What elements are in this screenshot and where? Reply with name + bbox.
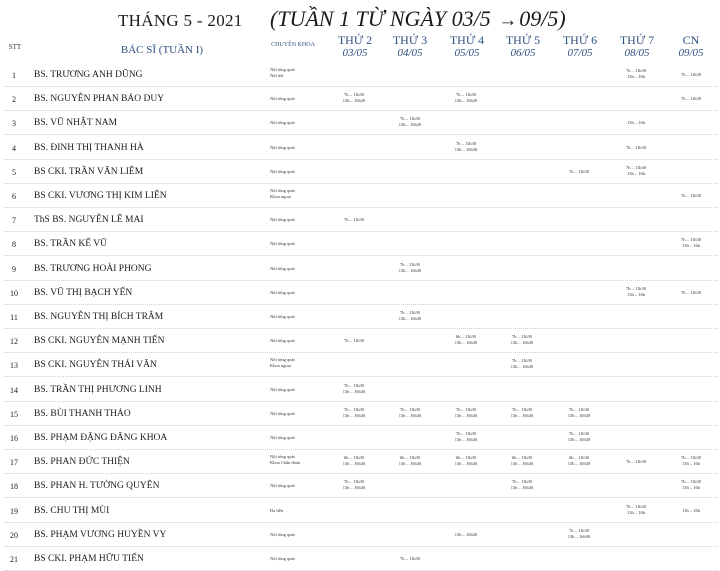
schedule-cell: 7h – 11h30 13h – 16h30: [342, 479, 366, 491]
schedule-cell: 7h – 11h30: [680, 96, 702, 102]
doctor-specialty: Nội tổng quát: [270, 531, 295, 537]
table-row: [0, 304, 720, 329]
doctor-specialty: Nội tổng quát: [270, 217, 295, 223]
table-row: [0, 377, 720, 402]
doctor-specialty: Nội tổng quát: [270, 314, 295, 319]
header-day-date: 04/05: [397, 47, 423, 60]
table-row: [0, 183, 720, 208]
doctor-name: BS. TRƯƠNG ANH DŨNG: [34, 70, 143, 80]
doctor-name: BS CKI. PHẠM HỮU TIẾN: [34, 554, 144, 564]
schedule-cell: 7h – 11h30 13h – 16h: [625, 503, 647, 515]
row-number: 14: [10, 385, 18, 395]
row-number: 13: [10, 361, 18, 371]
row-number: 9: [12, 264, 16, 274]
row-number: 8: [12, 240, 16, 250]
schedule-cell: 7h – 11h30: [343, 217, 365, 223]
doctor-specialty: Nội tổng quát: [270, 289, 295, 295]
schedule-cell: 7h – 11h30 13h – 16h: [625, 164, 647, 176]
row-number: 1: [12, 71, 16, 80]
doctor-name: BS. PHAN H. TƯỜNG QUYÊN: [34, 481, 160, 492]
header-day-date: 08/05: [624, 47, 650, 60]
doctor-specialty: Nội tổng quát: [270, 410, 295, 416]
doctor-specialty: Nội tổng quát: [270, 241, 295, 247]
arrow-right-icon: →: [498, 10, 518, 31]
doctor-specialty: Da liễu: [270, 507, 284, 513]
table-row: [0, 546, 720, 571]
doctor-name: BS. TRẦN KẾ VŨ: [34, 239, 108, 250]
title-week-start: (TUẦN 1 TỪ NGÀY 03/5: [270, 6, 491, 31]
schedule-cell: 7h – 11h30: [625, 459, 647, 465]
doctor-specialty: Nội tổng quát: [270, 120, 295, 126]
table-row: [0, 159, 720, 184]
title-week-range: [270, 6, 566, 32]
table-row: [0, 498, 720, 523]
schedule-cell: 7h – 11h30: [625, 144, 647, 150]
row-number: 15: [10, 409, 18, 419]
table-row: [0, 207, 720, 232]
row-number: 3: [12, 119, 16, 129]
table-row: [0, 135, 720, 160]
schedule-cell: 7h – 11h30 13h – 16h30: [567, 431, 591, 443]
row-number: 12: [10, 337, 18, 347]
doctor-specialty: Nội tổng quát Khoa ngoại: [270, 357, 295, 369]
header-day-name: THỨ 7: [619, 33, 655, 47]
row-number: 16: [10, 434, 18, 443]
doctor-specialty: Nội tổng quát Khoa Chẩn đoán: [270, 454, 301, 465]
schedule-cell: 6h – 11h30 13h – 16h30: [342, 455, 366, 467]
table-row: [0, 352, 720, 377]
schedule-cell: 7h – 11h30: [680, 289, 702, 295]
schedule-cell: 7h – 11h30: [343, 338, 365, 344]
header-day-date: 05/05: [454, 47, 480, 60]
title-week-end: 09/5): [519, 6, 566, 31]
header-doctor: BÁC SĨ (TUẦN I): [120, 44, 204, 56]
doctor-name: ThS BS. NGUYỄN LÊ MAI: [34, 215, 144, 226]
header-day-date: 06/05: [510, 47, 536, 60]
doctor-name: BS. PHẠM ĐẶNG ĐĂNG KHOA: [34, 433, 168, 443]
doctor-name: BS CKI. TRẦN VĂN LIÊM: [34, 166, 144, 177]
row-number: 18: [10, 482, 18, 492]
doctor-name: BS. PHẠM VƯƠNG HUYỀN VY: [34, 529, 167, 540]
doctor-name: BS. TRẦN THỊ PHƯƠNG LINH: [34, 384, 162, 395]
header-day-name: THỨ 5: [505, 33, 541, 47]
doctor-name: BS CKI. NGUYỄN THÁI VĂN: [34, 360, 157, 371]
doctor-name: BS. CHU THỊ MÙI: [34, 505, 110, 516]
table-row: [0, 522, 720, 547]
schedule-cell: 7h – 11h30 13h – 16h: [680, 479, 702, 491]
schedule-cell: 7h – 11h30 13h – 16h30: [342, 382, 366, 394]
row-number: 2: [12, 95, 16, 105]
doctor-specialty: Nội tổng quát: [270, 556, 295, 561]
doctor-specialty: Nội tổng quát Khoa ngoại: [270, 188, 295, 199]
schedule-cell: 6h – 11h30 13h – 16h30: [454, 334, 478, 346]
doctor-name: BS CKI. VƯƠNG THỊ KIM LIÊN: [34, 191, 167, 201]
schedule-cell: 6h – 11h30 13h – 16h30: [454, 455, 478, 467]
doctor-name: BS. NGUYỄN PHAN BẢO DUY: [34, 94, 165, 105]
title-month: THÁNG 5 - 2021: [118, 11, 243, 30]
doctor-name: BS. VŨ THỊ BẠCH YẾN: [34, 287, 133, 298]
schedule-cell: 7h – 11h30 13h – 16h30: [510, 406, 534, 418]
doctor-name: BS CKI. NGUYỄN MẠNH TIẾN: [34, 336, 165, 347]
row-number: 5: [12, 167, 16, 177]
schedule-cell: 7h – 11h30 13h – 16h30: [454, 92, 478, 104]
schedule-cell: 7h – 11h30 13h – 16h30: [398, 310, 422, 322]
schedule-cell: 7h – 11h30 13h – 16h: [680, 455, 702, 467]
table-row: [0, 110, 720, 135]
header-day-date: 09/05: [678, 47, 704, 60]
doctor-name: BS. ĐINH THỊ THANH HÀ: [34, 142, 144, 153]
header-day-name: CN: [682, 33, 700, 47]
schedule-cell: 6h – 11h30 13h – 16h30: [567, 455, 591, 467]
row-number: 20: [10, 530, 18, 540]
row-number: 11: [10, 313, 18, 322]
schedule-cell: 7h – 11h30 13h – 16h30: [454, 140, 478, 152]
schedule-cell: 7h – 11h30 13h – 16h30: [510, 479, 534, 491]
doctor-specialty: Nội tổng quát: [270, 386, 295, 392]
header-day-name: THỨ 2: [337, 33, 373, 47]
row-number: 7: [12, 216, 16, 226]
header-stt: STT: [8, 43, 22, 51]
table-row: [0, 256, 720, 281]
header-day-name: THỨ 6: [562, 33, 598, 47]
row-number: 10: [10, 288, 18, 298]
row-number: 19: [10, 506, 18, 516]
schedule-cell: 13h – 16h: [682, 507, 700, 513]
header-specialty: CHUYÊN KHOA: [271, 42, 315, 48]
doctor-name: BS. NGUYỄN THỊ BÍCH TRÂM: [34, 312, 164, 322]
schedule-cell: 13h – 16h30: [454, 531, 478, 537]
schedule-cell: 7h – 11h30: [568, 168, 590, 174]
doctor-name: BS. VŨ NHẬT NAM: [34, 118, 118, 129]
schedule-cell: 7h – 11h30 13h – 16h30: [398, 116, 422, 128]
doctor-specialty: Nội tổng quát: [270, 435, 295, 440]
table-row: [0, 473, 720, 498]
table-row: [0, 62, 720, 87]
doctor-name: BS. TRƯƠNG HOÀI PHONG: [34, 263, 152, 274]
table-row: [0, 425, 720, 450]
table-row: [0, 401, 720, 426]
schedule-cell: 7h – 11h30 13h – 16h30: [398, 261, 422, 273]
schedule-cell: 7h – 11h30 13h – 16h30: [567, 406, 591, 418]
schedule-cell: 7h – 11h30 13h – 16h30: [342, 406, 366, 418]
table-row: [0, 328, 720, 353]
table-row: [0, 86, 720, 111]
doctor-specialty: Nội tổng quát: [270, 338, 295, 344]
schedule-cell: 7h – 11h30 13h – 16h30: [567, 527, 591, 539]
schedule-cell: 7h – 11h30 13h – 16h30: [510, 334, 534, 346]
table-row: [0, 231, 720, 256]
schedule-cell: 7h – 11h30 13h – 16h30: [398, 406, 422, 418]
table-row: [0, 449, 720, 474]
schedule-cell: 7h – 11h30: [680, 72, 702, 77]
header-day-date: 07/05: [567, 47, 593, 60]
doctor-specialty: Nội tổng quát: [270, 168, 295, 174]
schedule-cell: 7h – 11h30 13h – 16h30: [342, 92, 366, 104]
header-day-date: 03/05: [342, 47, 368, 60]
schedule-cell: 7h – 11h30 13h – 16h: [625, 285, 647, 297]
schedule-cell: 7h – 11h30 13h – 16h30: [454, 406, 478, 418]
doctor-specialty: Nội tổng quát: [270, 483, 295, 489]
schedule-cell: 7h – 11h30 13h – 16h30: [510, 358, 534, 370]
page-title: [0, 6, 720, 36]
doctor-name: BS. BÙI THANH THẢO: [34, 408, 131, 419]
doctor-specialty: Nội tổng quát: [270, 144, 295, 150]
doctor-specialty: Nội tổng quát: [270, 265, 295, 271]
schedule-cell: 7h – 11h30: [399, 556, 421, 561]
doctor-name: BS. PHAN ĐỨC THIỆN: [34, 457, 130, 468]
schedule-cell: 7h – 11h30 13h – 16h: [680, 237, 702, 249]
doctor-specialty: Nội tổng quát: [270, 96, 295, 102]
schedule-cell: 7h – 11h30 13h – 16h30: [454, 431, 478, 443]
row-number: 21: [10, 555, 18, 564]
schedule-cell: 6h – 11h30 13h – 16h30: [398, 455, 422, 467]
schedule-cell: 13h – 16h: [627, 120, 645, 126]
schedule-cell: 6h – 11h30 13h – 16h30: [510, 455, 534, 467]
header-day-name: THỨ 3: [392, 33, 428, 47]
schedule-cell: 7h – 11h30 13h – 16h: [625, 68, 647, 80]
row-number: 6: [12, 192, 16, 201]
doctor-specialty: Nội tổng quát Nội tiết: [270, 67, 295, 78]
row-number: 4: [12, 143, 16, 153]
schedule-cell: 7h – 11h30: [680, 193, 702, 198]
row-number: 17: [10, 458, 18, 468]
header-day-name: THỨ 4: [449, 33, 485, 47]
table-row: [0, 280, 720, 305]
